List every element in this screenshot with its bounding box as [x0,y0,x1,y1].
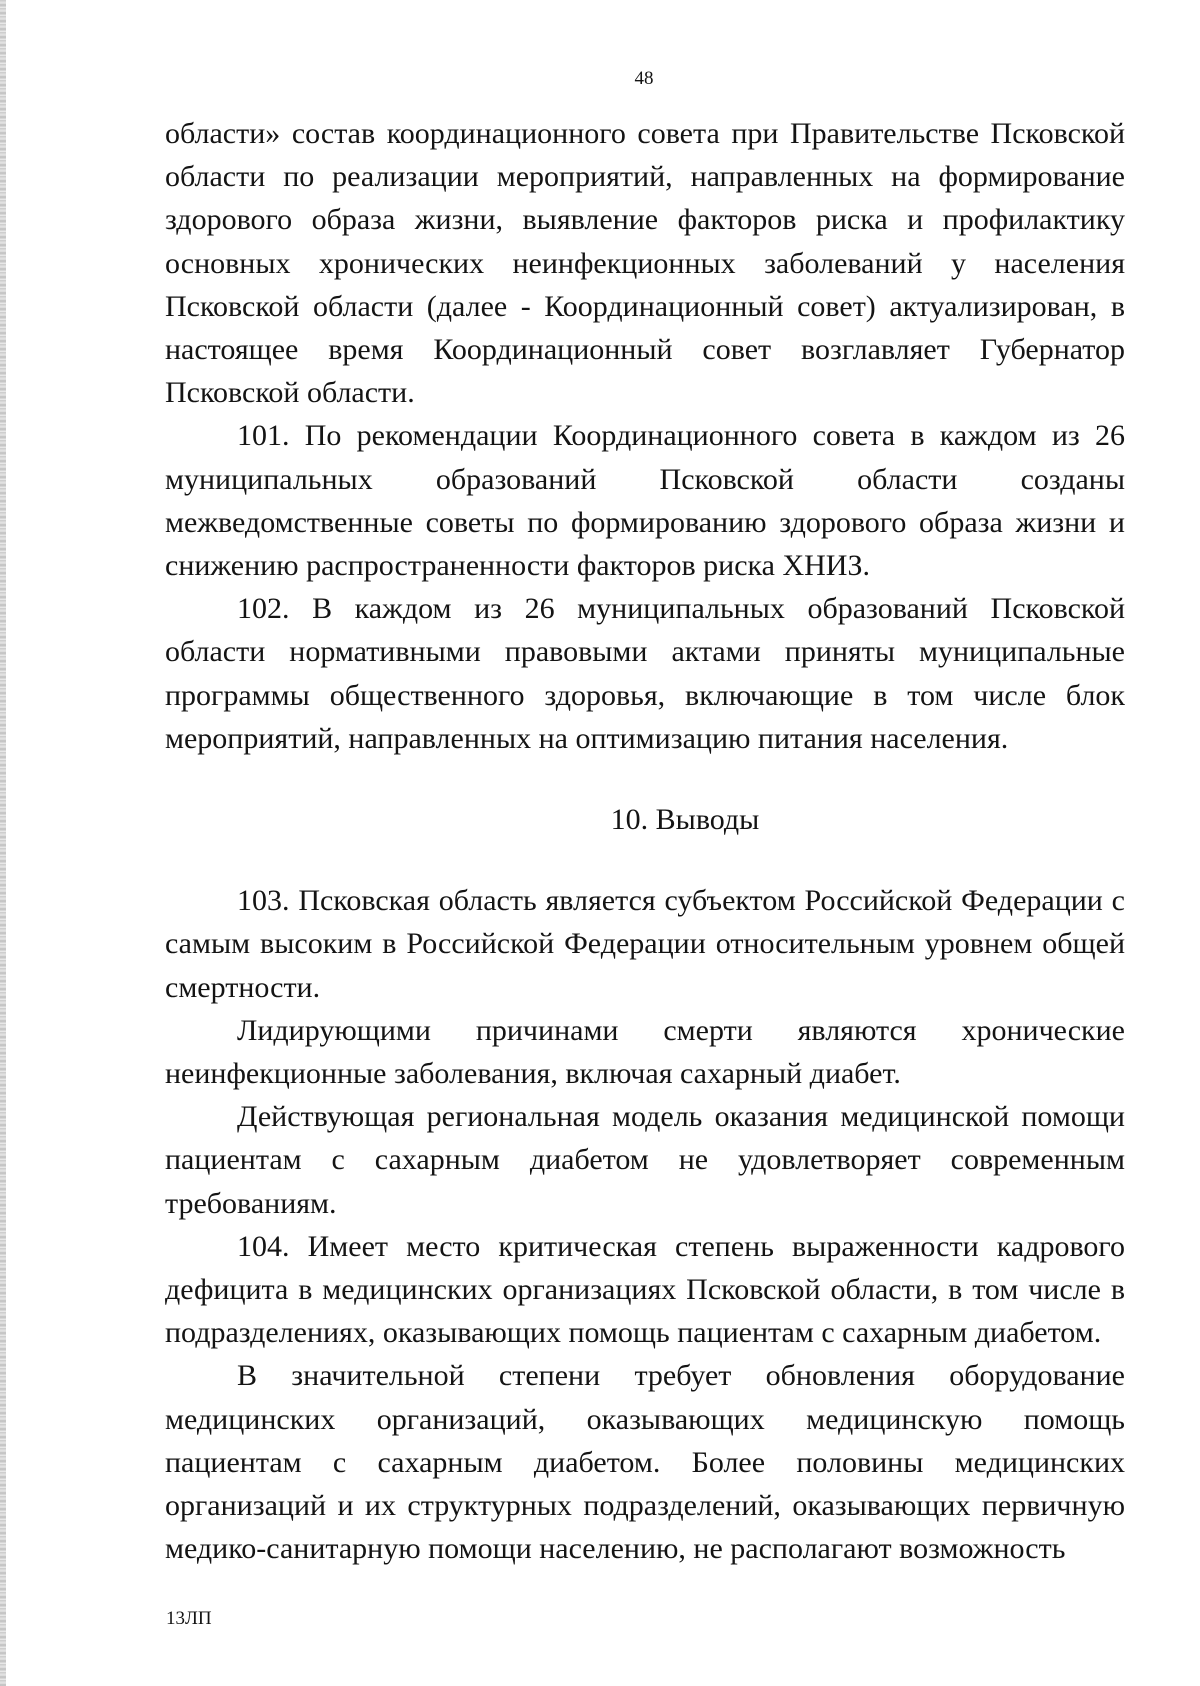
paragraph-103: 103. Псковская область является субъектом Российской Федерации с самым высоким в Российской Федерации относительным уровнем общей смертности. [165,884,1125,1004]
paragraph-104: 104. Имеет место критическая степень выраженности кадрового дефицита в медицинских организациях Псковской области, в том числе в подразделениях, оказывающих помощь пациентам с сахарным диабетом. [165,1229,1125,1350]
paragraph-102: 102. В каждом из 26 муниципальных образований Псковской области нормативными правовыми актами приняты муниципальные программы общественного здоровья, включающие в том числе блок мероприятий, направленных на оптимизацию питания населения. [165,592,1125,755]
document-body [165,112,1125,1571]
document-code: 13ЛП [166,1608,212,1629]
paragraph-104-equipment: В значительной степени требует обновления оборудование медицинских организаций, оказывающих медицинскую помощь пациентам с сахарным диабетом. Более половины медицинских организаций и их структурных подразделений, оказывающих первичную медико-санитарную помощи населению, не располагают возможность [165,1359,1125,1566]
paragraph-103-causes: Лидирующими причинами смерти являются хронические неинфекционные заболевания, включая сахарный диабет. [165,1013,1125,1091]
paragraph-101: 101. По рекомендации Координационного совета в каждом из 26 муниципальных образований Псковской области созданы межведомственные советы по формированию здорового образа жизни и снижению распространенности факторов риска ХНИЗ. [165,419,1125,583]
paragraph-continuation: области» состав координационного совета при Правительстве Псковской области по реализации мероприятий, направленных на формирование здорового образа жизни, выявление факторов риска и профилактику основных хронических неинфекционных заболеваний у населения Псковской области (далее - Координационный совет) актуализирован, в настоящее время Координационный совет возглавляет Губернатор Псковской области. [165,117,1125,410]
paragraph-103-model: Действующая региональная модель оказания медицинской помощи пациентам с сахарным диабетом не удовлетворяет современным требованиям. [165,1100,1125,1220]
section-heading: 10. Выводы [610,803,760,837]
page-number: 48 [634,68,654,89]
scan-edge [0,0,6,1686]
